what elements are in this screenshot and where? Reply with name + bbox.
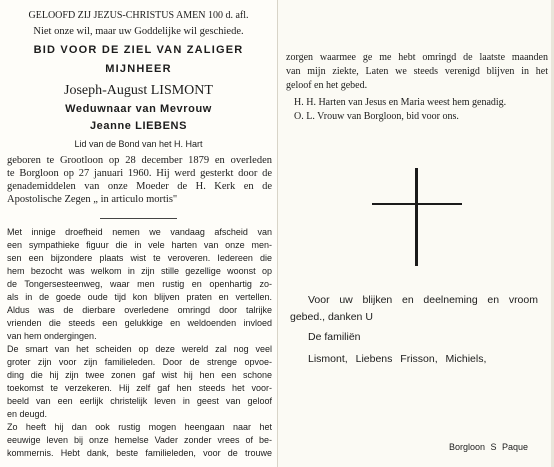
bio-line: te Borgloon op 27 januari 1960. Hij werd gesterkt door de	[7, 168, 272, 179]
cross-vertical	[415, 168, 418, 266]
prayer-line: O. L. Vrouw van Borgloon, bid voor ons.	[294, 111, 459, 122]
families-list: Lismont, Liebens Frisson, Michiels,	[308, 353, 487, 365]
body-line: ding die hij zijn twee zonen gaf wist hij hen een schone	[7, 370, 272, 380]
continuation-line: zorgen waarmee ge me hebt omringd de laatste maanden	[286, 52, 548, 63]
body-line: een sympathieke figuur die in vele harten van onze men-	[7, 240, 272, 250]
body-line: de Tongersesteenweg, waar men rustig en openhartig zo-	[7, 279, 272, 289]
body-line: De smart van het scheiden op deze wereld zal nog veel	[7, 344, 272, 354]
widower-line: Weduwnaar van Mevrouw	[65, 103, 212, 115]
thanks-line: Voor uw blijken en deelneming en vroom	[308, 294, 538, 306]
spouse-name: Jeanne LIEBENS	[89, 120, 188, 132]
families-intro: De familiën	[308, 331, 361, 343]
prayer-line: H. H. Harten van Jesus en Maria weest hem genadig.	[294, 97, 507, 108]
deceased-name: Joseph-August LISMONT	[64, 83, 213, 98]
body-line: sen een bijzondere plaats wist te veroveren. Iedereen die	[7, 253, 272, 263]
body-line: eeuwige leven bij onze hemelse Vader zonder vrees of be-	[7, 435, 272, 445]
right-panel	[277, 0, 554, 467]
thanks-line: gebed., danken U	[290, 311, 373, 323]
continuation-line: van mijn ziekte, Laten we steeds verenigd blijven in het	[286, 66, 548, 77]
body-line: vrienden die steeds een gelukkige en weldoenden invloed	[7, 318, 272, 328]
printer-mark: Borgloon S Paque	[449, 442, 529, 452]
cross-horizontal	[372, 203, 462, 205]
body-line: hem bezocht was welkom in zijn stille gezellige woonst op	[7, 266, 272, 276]
title-heading: MIJNHEER	[105, 63, 172, 75]
divider	[100, 218, 177, 219]
bio-line: Apostolische Zegen „ in articulo mortis"	[7, 194, 178, 205]
body-line: beeld van een eerlijk christelijk leven in geest van geloof	[7, 396, 272, 406]
body-line: Met innige droefheid nemen we vandaag afscheid van	[7, 227, 272, 237]
continuation-line: geloof en het gebed.	[286, 80, 368, 91]
bio-line: geboren te Grootloon op 28 december 1879 en overleden	[7, 155, 272, 166]
body-line: kommernis. Hebt dank, beste familieleden, voor de trouwe	[7, 448, 272, 458]
motto-line: GELOOFD ZIJ JEZUS-CHRISTUS AMEN 100 d. afl.	[28, 10, 249, 21]
body-line: groter zijn voor zijn familieleden. Door de strenge opvoe-	[7, 357, 272, 367]
membership-line: Lid van de Bond van het H. Hart	[74, 139, 203, 149]
body-line: Zo heeft hij dan ook rustig mogen heengaan naar het	[7, 422, 272, 432]
body-line: en deugd.	[7, 409, 48, 419]
bio-line: genademiddelen van onze Moeder de H. Kerk en de	[7, 181, 272, 192]
body-line: toekomst te verzekeren. Hij zelf gaf hen steeds het voor-	[7, 383, 272, 393]
prayer-heading: BID VOOR DE ZIEL VAN ZALIGER	[33, 44, 244, 56]
body-line: Aldus was de dierbare overledene omringd door talrijke	[7, 305, 272, 315]
will-line: Niet onze wil, maar uw Goddelijke wil geschiede.	[33, 26, 244, 37]
body-line: als in de goede oude tijd kon blijven praten en vertellen.	[7, 292, 272, 302]
body-line: van hem ondergingen.	[7, 331, 97, 341]
